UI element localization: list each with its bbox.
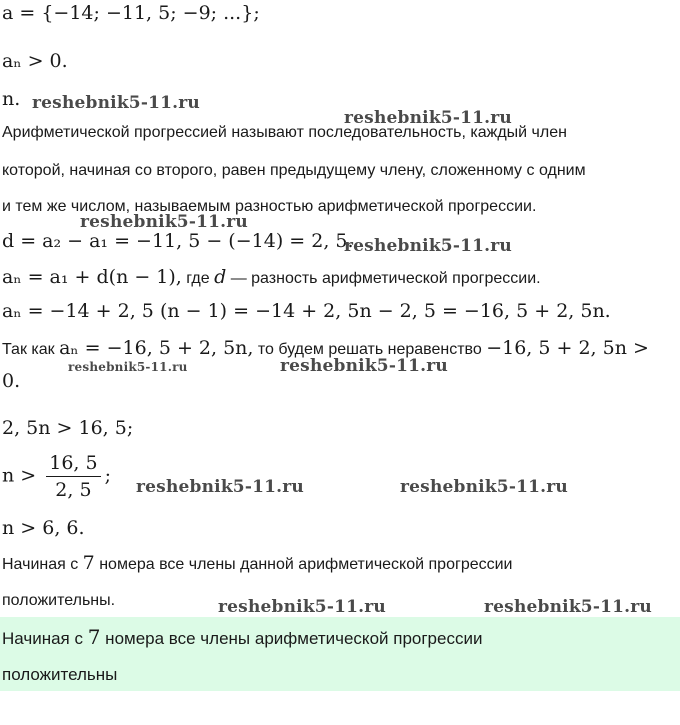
definition-line-1: Арифметической прогрессией называют последовательность, каждый член: [2, 124, 567, 141]
an-formula: aₙ = −16, 5 + 2, 5n,: [59, 337, 254, 359]
condition-line: aₙ > 0.: [2, 50, 68, 72]
where-text: где: [181, 270, 215, 287]
definition-line-2: которой, начиная со второго, равен предыдущему члену, сложенному с одним: [2, 162, 586, 179]
answer-start: Начиная с: [2, 629, 88, 648]
since-text: Так как: [2, 341, 60, 358]
step-inequality-1: 2, 5n > 16, 5;: [2, 417, 134, 439]
d-symbol-italic: d: [214, 266, 227, 288]
answer-line-1: [2, 625, 482, 649]
fraction: [46, 452, 100, 501]
conclusion-end: номера все члены данной арифметической прогрессии: [94, 556, 513, 573]
answer-line-2: положительны: [2, 665, 118, 684]
substitution-line: aₙ = −14 + 2, 5 (n − 1) = −14 + 2, 5n − 2, 5 = −16, 5 + 2, 5n.: [2, 300, 611, 322]
solve-text: то будем решать неравенство: [253, 341, 487, 358]
watermark: reshebnik5-11.ru: [136, 477, 304, 497]
d-symbol: [214, 266, 226, 288]
formula-line: [2, 266, 541, 288]
watermark: reshebnik5-11.ru: [218, 597, 386, 617]
watermark: reshebnik5-11.ru: [344, 236, 512, 256]
answer-box: [0, 617, 680, 691]
definition-line-3: и тем же числом, называемым разностью арифметической прогрессии.: [2, 198, 537, 215]
difference-line: d = a₂ − a₁ = −11, 5 − (−14) = 2, 5.: [2, 230, 354, 252]
answer-end: номера все члены арифметической прогрессии: [100, 629, 483, 648]
watermark: reshebnik5-11.ru: [400, 477, 568, 497]
difference-description: — разность арифметической прогрессии.: [226, 270, 541, 287]
watermark: reshebnik5-11.ru: [80, 212, 248, 232]
conclusion-number: 7: [82, 552, 95, 574]
watermark: reshebnik5-11.ru: [344, 108, 512, 128]
inequality-expression: −16, 5 + 2, 5n >: [486, 337, 649, 359]
watermark: reshebnik5-11.ru: [484, 597, 652, 617]
conclusion-line-1: [2, 552, 512, 574]
answer-number: 7: [87, 625, 101, 649]
set-a-line: a = {−14; −11, 5; −9; ...};: [2, 2, 260, 24]
fraction-denominator: 2, 5: [55, 479, 92, 501]
general-term-formula: aₙ = a₁ + d(n − 1),: [2, 266, 182, 288]
unknown-n-line: n.: [2, 88, 21, 110]
watermark: reshebnik5-11.ru: [32, 93, 200, 113]
inequality-zero: 0.: [2, 370, 21, 392]
watermark: reshebnik5-11.ru: [68, 360, 188, 374]
fraction-numerator: 16, 5: [46, 452, 100, 477]
conclusion-line-2: положительны.: [2, 592, 116, 609]
step-inequality-2: [2, 452, 111, 501]
conclusion-start: Начиная с: [2, 556, 83, 573]
n-greater: n >: [2, 464, 37, 487]
semicolon: ;: [104, 464, 112, 487]
watermark: reshebnik5-11.ru: [280, 356, 448, 376]
step-inequality-3: n > 6, 6.: [2, 517, 85, 539]
